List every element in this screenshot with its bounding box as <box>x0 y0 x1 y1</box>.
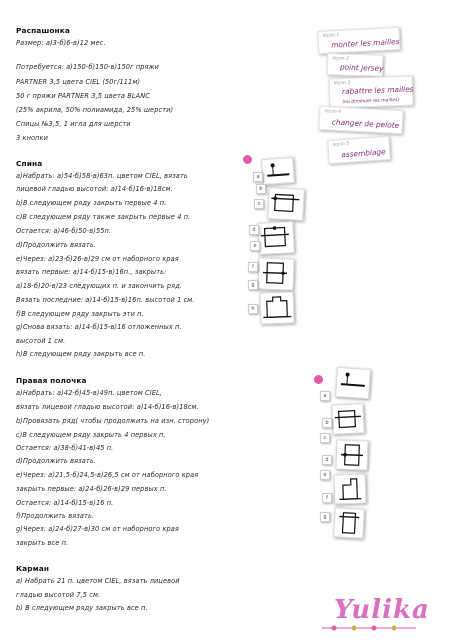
diagram-card <box>333 507 365 539</box>
step-marker: a <box>253 172 263 182</box>
legend-tag <box>317 27 400 54</box>
back-title: Спина <box>16 159 43 168</box>
step-marker: c <box>254 199 264 209</box>
back-line: h)В следующем ряду закрыть все п. <box>16 350 146 358</box>
front-diagram <box>336 368 370 398</box>
legend-tag <box>329 76 414 109</box>
legend-label: assemblage <box>340 147 386 160</box>
front-line: вязать лицевой гладью высотой: а)14-б)16-в)18см. <box>16 403 199 411</box>
step-marker: h <box>248 304 258 314</box>
front-line: Остается: а)38-б)41-в)45 п. <box>16 444 114 452</box>
legend-num: leçon 5 <box>332 141 350 148</box>
materials-line: PARTNER 3,5 цвета CIEL (50г/111м) <box>16 78 141 86</box>
accent-dot <box>243 155 252 164</box>
step-marker: e <box>320 470 330 480</box>
front-diagram <box>337 440 368 469</box>
yulika-logo: Yulika <box>334 595 430 625</box>
front-line: b)Провязать ряд( чтобы продолжить на изн. сторону) <box>16 417 210 425</box>
materials-line: Спицы №3,5, 1 игла для шерсти <box>16 120 131 128</box>
step-marker: g <box>320 512 330 522</box>
front-line: d)Продолжить вязать. <box>16 457 97 465</box>
front-diagram <box>335 474 366 503</box>
step-marker: e <box>250 241 260 251</box>
materials-line: (25% акрила, 50% полиамида, 25% шерсти) <box>16 106 174 114</box>
back-line: е)Через: а)23-б)26-в)29 см от наборного края <box>16 255 179 263</box>
legend-sub: (ou diminuer les mailles) <box>342 98 400 106</box>
diagram-card <box>335 439 368 470</box>
step-marker: b <box>322 418 332 428</box>
front-diagram <box>332 404 363 434</box>
front-diagram <box>334 508 363 537</box>
front-line: закрыть первые: а)24-б)26-в)29 первых п. <box>16 485 167 493</box>
back-line: b)В следующем ряду закрыть первые 4 п. <box>16 199 167 207</box>
step-marker: d <box>249 225 259 235</box>
accent-dot <box>314 375 323 384</box>
back-line: а)Набрать: а)54-б)58-в)63п. цветом CIEL, вязать <box>16 172 188 180</box>
logo-decoration <box>320 620 420 634</box>
pattern-title: Распашонка <box>16 26 70 35</box>
back-diagram <box>258 258 293 289</box>
diagram-card <box>257 257 294 290</box>
back-line: с)В следующем ряду также закрыть первые 4 п. <box>16 213 191 221</box>
back-line: высотой 1 см. <box>16 337 66 345</box>
pocket-title: Карман <box>16 564 50 573</box>
step-marker: f <box>248 262 258 272</box>
front-line: f)Продолжить вязать. <box>16 512 95 520</box>
back-line: f)В следующем ряду закрыть эти п. <box>16 310 144 318</box>
diagram-card <box>259 291 294 324</box>
back-line: d)Продолжить вязать. <box>16 241 97 249</box>
materials-line: 50 г пряжи PARTNER 3,5 цвета BLANC <box>16 92 151 100</box>
step-marker: f <box>322 493 332 503</box>
legend-label: monter les mailles <box>330 36 400 50</box>
pocket-line: гладью высотой 7,5 см. <box>16 591 101 599</box>
back-line: Остается: а)46-б)50-в)55п. <box>16 227 112 235</box>
legend-num: leçon 3 <box>333 80 351 87</box>
legend-label: rabattre les mailles <box>341 84 414 97</box>
step-marker: a <box>320 391 330 401</box>
step-marker: c <box>320 433 330 443</box>
materials-line: 3 кнопки <box>16 134 48 142</box>
diagram-card <box>257 221 295 255</box>
back-diagram <box>258 222 294 254</box>
legend-tag <box>327 53 384 77</box>
legend-tag <box>318 106 403 134</box>
back-diagram <box>260 292 293 323</box>
diagram-card <box>335 367 371 399</box>
back-line: Вязать последние: а)14-б)15-в)16п. высотой 1 см. <box>16 296 195 304</box>
legend-label: point jersey <box>339 62 384 73</box>
diagram-card <box>261 157 295 185</box>
front-line: закрыть все п. <box>16 539 69 547</box>
legend-tag <box>327 136 391 164</box>
legend-num: leçon 4 <box>324 109 342 115</box>
diagram-card <box>331 403 365 435</box>
front-line: е)Через: а)21,5-б)24,5-в)26,5 см от наборного края <box>16 471 199 479</box>
legend-label: changer de pelote <box>331 117 400 131</box>
diagram-card <box>267 187 305 221</box>
front-title: Правая полочка <box>16 376 87 385</box>
diagram-card <box>333 473 366 504</box>
cast-on-diagram <box>262 158 294 184</box>
step-marker: g <box>248 280 258 290</box>
back-line: g)Снова вязать: а)14-б)15-в)16 отложенных п. <box>16 323 182 331</box>
pocket-line: а) Набрать 21 п. цветом CIEL, вязать лицевой <box>16 577 180 585</box>
front-line: g)Через: а)24-б)27-в)30 см от наборного края <box>16 525 179 533</box>
legend-num: leçon 1 <box>322 33 340 39</box>
front-line: с)В следующем ряду закрыть 4 первых п. <box>16 431 166 439</box>
back-line: вязать первые: а)14-б)15-в)16п., закрыть: <box>16 268 167 276</box>
step-marker: b <box>256 184 266 194</box>
front-line: Остается: а)14-б)15-в)16 п. <box>16 499 114 507</box>
back-line: лицевой гладью высотой: а)14-б)16-в)18см. <box>16 185 173 193</box>
back-diagram <box>268 188 304 220</box>
size-line: Размер: а)3-б)6-в)12 мес. <box>16 39 106 47</box>
materials-line: Потребуется: а)150-б)150-в)150г пряжи <box>16 63 160 71</box>
step-marker: d <box>322 455 332 465</box>
legend-num: leçon 2 <box>332 56 350 62</box>
front-line: а)Набрать: а)42-б)45-в)49п. цветом CIEL, <box>16 389 162 397</box>
back-line: а)18-б)20-в)23 следующих п. и закончить ряд. <box>16 282 183 290</box>
pocket-line: b) В следующем ряду закрыть все п. <box>16 604 148 612</box>
